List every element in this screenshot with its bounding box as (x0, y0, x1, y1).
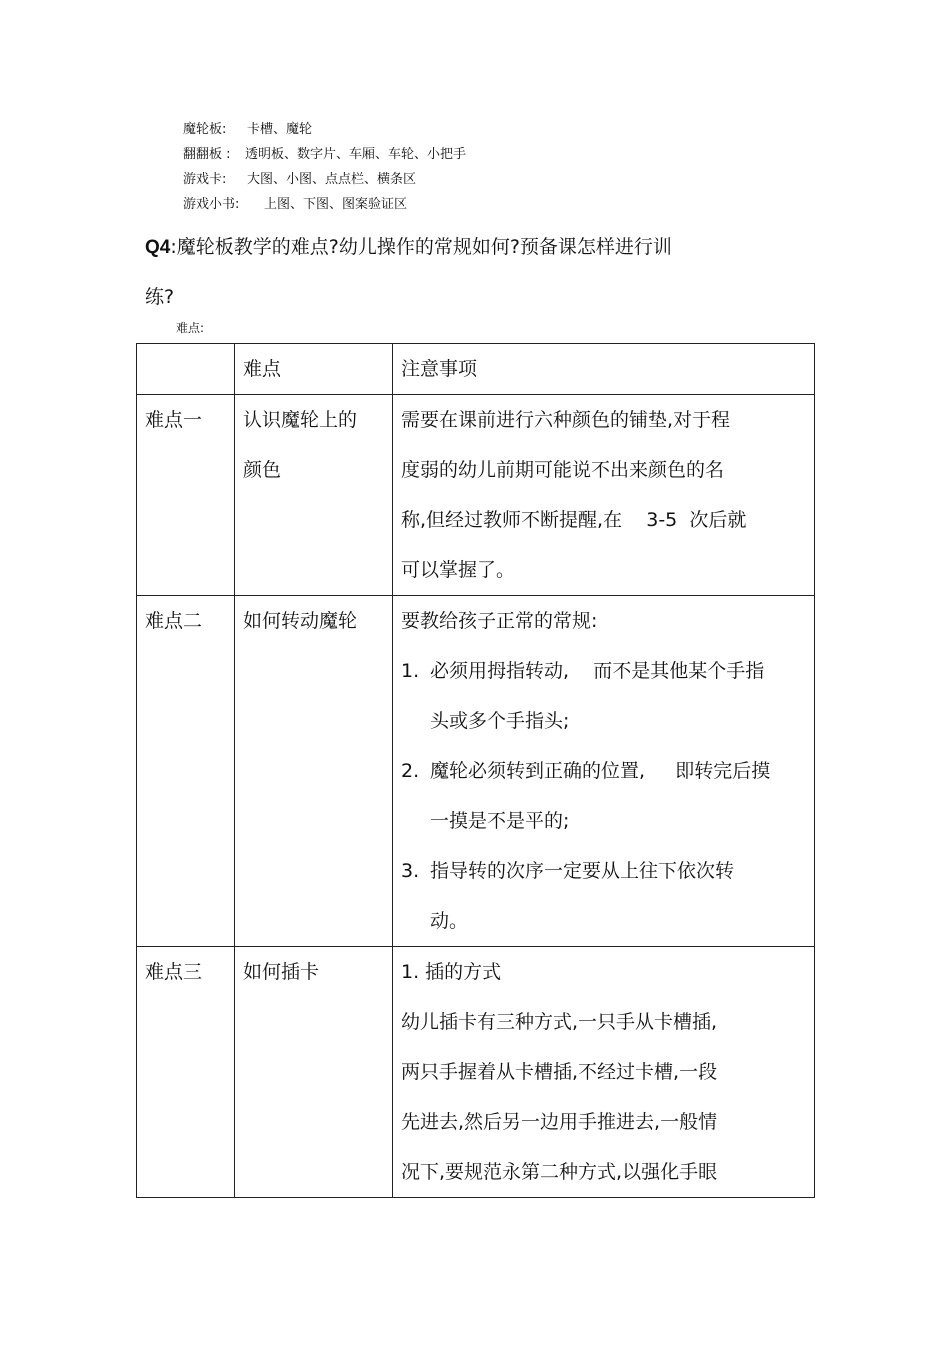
material-value: 透明板、数字片、车厢、车轮、小把手 (245, 147, 467, 162)
notes-intro: 要教给孩子正常的常规: (401, 610, 598, 632)
difficulty-table (136, 343, 815, 1198)
row-label: 难点二 (137, 596, 235, 947)
list-text: 魔轮必须转到正确的位置, 即转完后摸 (430, 760, 771, 782)
section-label: 难点: (176, 321, 205, 335)
material-line-4 (183, 196, 407, 214)
difficulty-text: 认识魔轮上的 (243, 409, 358, 431)
material-label: 魔轮板: (183, 122, 227, 137)
difficulty-cell (235, 395, 393, 596)
row-label: 难点三 (137, 947, 235, 1198)
list-number: 3. (401, 860, 420, 882)
notes-text: 可以掌握了。 (401, 559, 516, 581)
material-value: 大图、小图、点点栏、横条区 (247, 172, 417, 187)
header-cell-empty (137, 344, 235, 395)
list-item-cont: 头或多个手指头; (430, 710, 570, 732)
difficulty-text: 如何转动魔轮 (235, 596, 393, 947)
notes-cell (393, 395, 815, 596)
list-item (401, 746, 806, 796)
material-value: 上图、下图、图案验证区 (264, 197, 408, 212)
list-number: 2. (401, 760, 420, 782)
material-line-1 (183, 121, 312, 139)
table-row (137, 947, 815, 1198)
material-label: 翻翻板 : (183, 147, 231, 162)
list-item-cont: 动。 (430, 910, 469, 932)
list-text: 必须用拇指转动, 而不是其他某个手指 (430, 660, 765, 682)
question-line-1 (145, 232, 672, 259)
notes-subheading: 1. 插的方式 (401, 961, 502, 983)
notes-text: 两只手握着从卡槽插,不经过卡槽,一段 (401, 1061, 718, 1083)
material-label: 游戏卡: (183, 172, 227, 187)
notes-cell (393, 947, 815, 1198)
header-cell-notes: 注意事项 (393, 344, 815, 395)
question-text: :魔轮板教学的难点?幼儿操作的常规如何?预备课怎样进行训 (170, 236, 672, 258)
notes-text: 度弱的幼儿前期可能说不出来颜色的名 (401, 459, 725, 481)
difficulty-text: 如何插卡 (235, 947, 393, 1198)
material-line-3 (183, 171, 416, 189)
table-row (137, 395, 815, 596)
list-item (401, 646, 806, 696)
difficulty-text: 颜色 (243, 459, 282, 481)
question-text-cont: 练? (145, 286, 175, 308)
material-value: 卡槽、魔轮 (247, 122, 313, 137)
table-row (137, 596, 815, 947)
material-line-2 (183, 146, 466, 164)
notes-text: 幼儿插卡有三种方式,一只手从卡槽插, (401, 1011, 718, 1033)
notes-cell (393, 596, 815, 947)
table-header-row (137, 344, 815, 395)
material-label: 游戏小书: (183, 197, 240, 212)
list-number: 1. (401, 660, 420, 682)
question-line-2 (145, 282, 174, 309)
list-item-cont: 一摸是不是平的; (430, 810, 570, 832)
notes-text: 况下,要规范永第二种方式,以强化手眼 (401, 1161, 718, 1183)
row-label: 难点一 (137, 395, 235, 596)
list-text: 指导转的次序一定要从上往下依次转 (430, 860, 735, 882)
notes-text: 先进去,然后另一边用手推进去,一般情 (401, 1111, 718, 1133)
list-item (401, 846, 806, 896)
question-number: Q4 (145, 237, 171, 258)
header-cell-difficulty: 难点 (235, 344, 393, 395)
notes-text: 需要在课前进行六种颜色的铺垫,对于程 (401, 409, 731, 431)
notes-text: 称,但经过教师不断提醒,在 3-5 次后就 (401, 509, 747, 531)
